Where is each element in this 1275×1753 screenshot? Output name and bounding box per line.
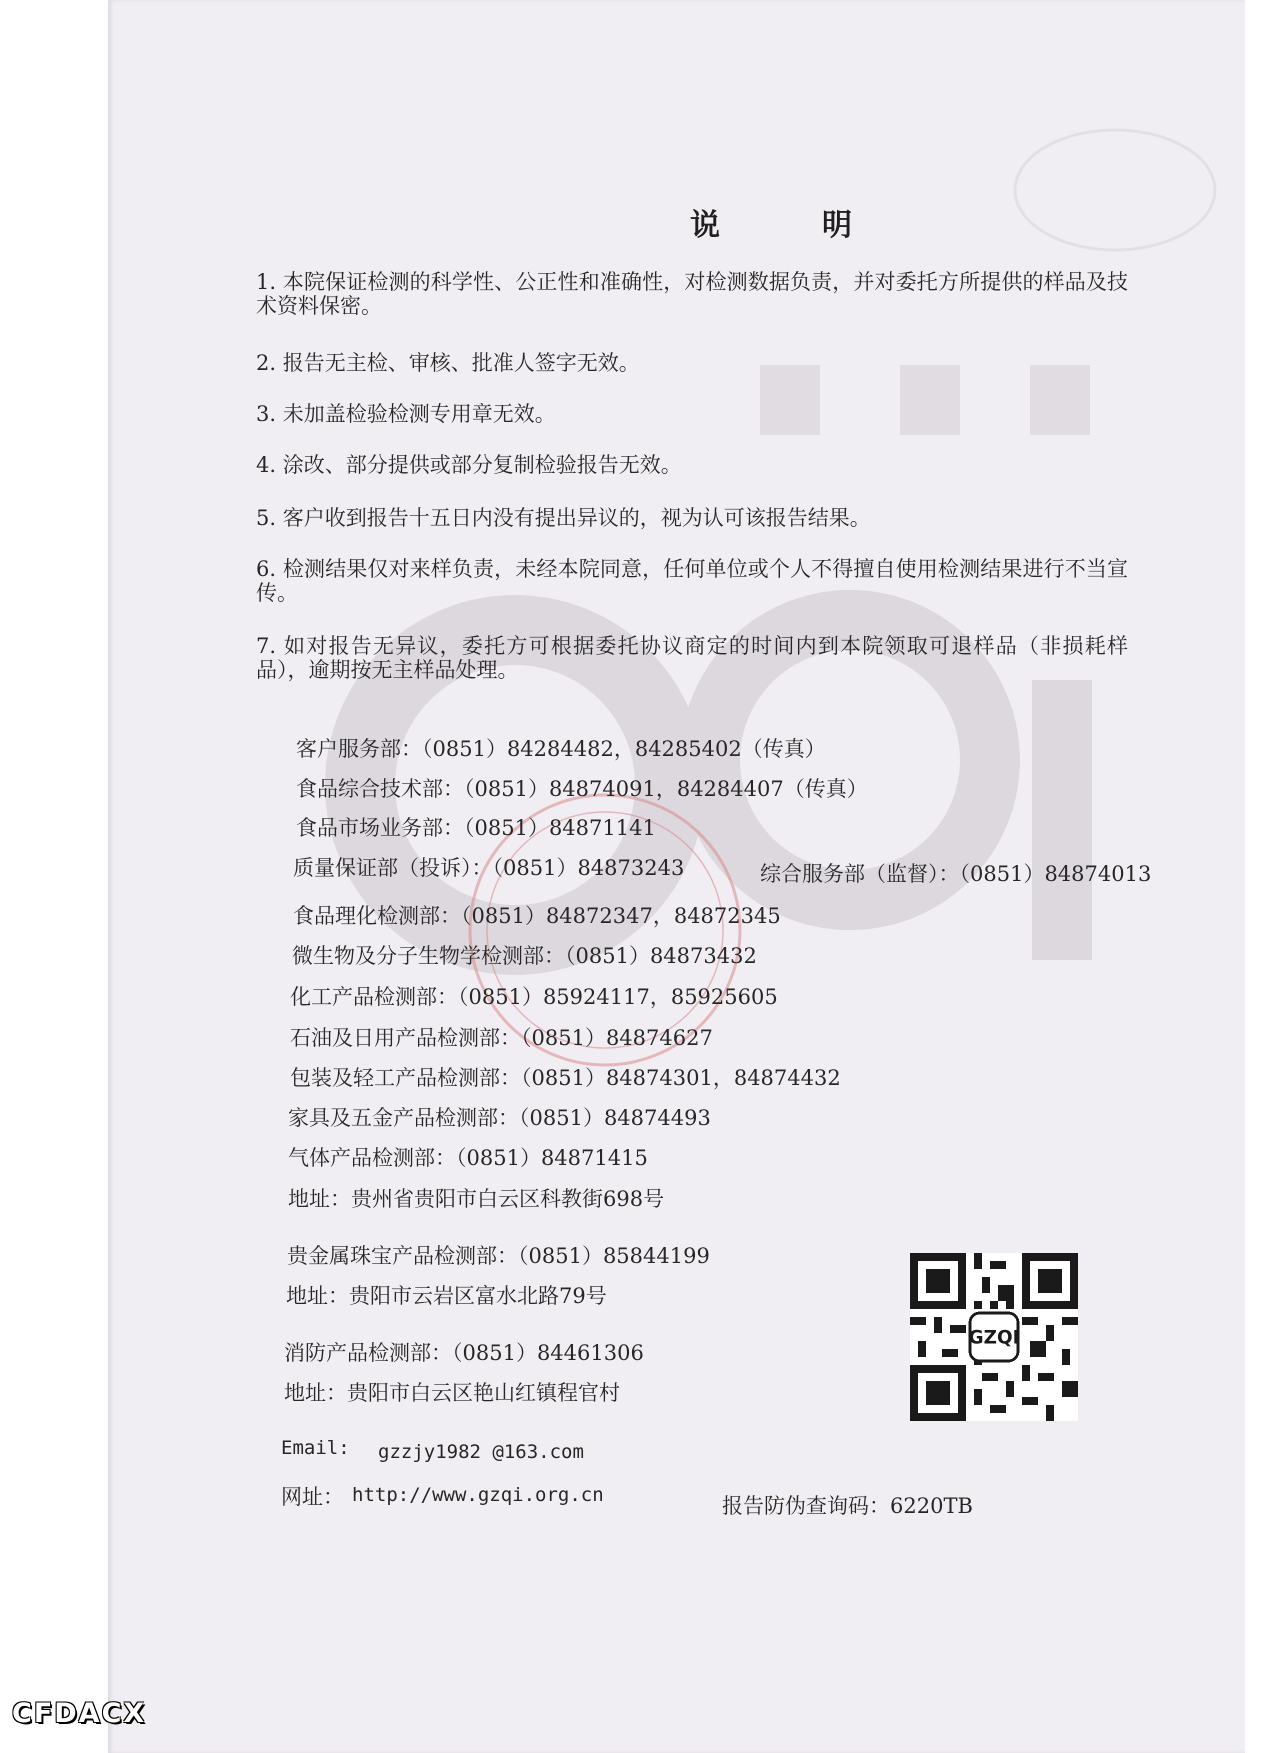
clause-6: 6. 检测结果仅对来样负责，未经本院同意，任何单位或个人不得擅自使用检测结果进行不当宣传。 <box>256 557 1128 605</box>
website-label: 网址： <box>281 1485 344 1509</box>
clause-4: 4. 涂改、部分提供或部分复制检验报告无效。 <box>256 453 682 477</box>
qr-code <box>910 1253 1078 1421</box>
site-watermark-tag: CFDACX <box>12 1698 147 1729</box>
contact-line: 综合服务部（监督）：（0851）84874013 <box>760 862 1152 886</box>
contact-line: 气体产品检测部：（0851）84871415 <box>288 1146 648 1170</box>
clause-7: 7. 如对报告无异议，委托方可根据委托协议商定的时间内到本院领取可退样品（非损耗样品），逾期按无主样品处理。 <box>256 634 1128 682</box>
contact-line: 食品综合技术部：（0851）84874091，84284407（传真） <box>296 777 868 801</box>
contact-line: 客户服务部：（0851）84284482，84285402（传真） <box>296 737 826 761</box>
anticounterfeit-code: 报告防伪查询码：6220TB <box>722 1494 973 1518</box>
page-title: 说 明 <box>690 208 888 243</box>
clause-3: 3. 未加盖检验检测专用章无效。 <box>256 402 556 426</box>
contact-line: 包装及轻工产品检测部：（0851）84874301，84874432 <box>290 1066 841 1090</box>
contact-line: 石油及日用产品检测部：（0851）84874627 <box>290 1026 713 1050</box>
branch-2-address: 地址：贵阳市白云区艳山红镇程官村 <box>284 1381 620 1405</box>
clause-5: 5. 客户收到报告十五日内没有提出异议的，视为认可该报告结果。 <box>256 506 871 530</box>
branch-2-dept: 消防产品检测部：（0851）84461306 <box>284 1341 644 1365</box>
branch-1-dept: 贵金属珠宝产品检测部：（0851）85844199 <box>287 1244 710 1268</box>
email-link[interactable]: gzzjy1982 @163.com <box>378 1441 584 1463</box>
email-label: Email: <box>281 1437 350 1459</box>
branch-1-address: 地址：贵阳市云岩区富水北路79号 <box>286 1284 607 1308</box>
clause-2: 2. 报告无主检、审核、批准人签字无效。 <box>256 351 640 375</box>
clause-1: 1. 本院保证检测的科学性、公正性和准确性，对检测数据负责，并对委托方所提供的样品及技术资料保密。 <box>256 270 1128 318</box>
contact-line: 食品理化检测部：（0851）84872347，84872345 <box>293 904 781 928</box>
contact-line: 质量保证部（投诉）：（0851）84873243 <box>293 856 685 880</box>
website-link[interactable]: http://www.gzqi.org.cn <box>352 1484 604 1506</box>
contact-line: 食品市场业务部：（0851）84871141 <box>296 816 656 840</box>
address-line: 地址：贵州省贵阳市白云区科教街698号 <box>288 1187 665 1211</box>
contact-line: 家具及五金产品检测部：（0851）84874493 <box>288 1106 711 1130</box>
contact-line: 化工产品检测部：（0851）85924117，85925605 <box>290 985 778 1009</box>
qr-logo-text: GZQI <box>968 1327 1020 1349</box>
contact-line: 微生物及分子生物学检测部：（0851）84873432 <box>292 944 757 968</box>
